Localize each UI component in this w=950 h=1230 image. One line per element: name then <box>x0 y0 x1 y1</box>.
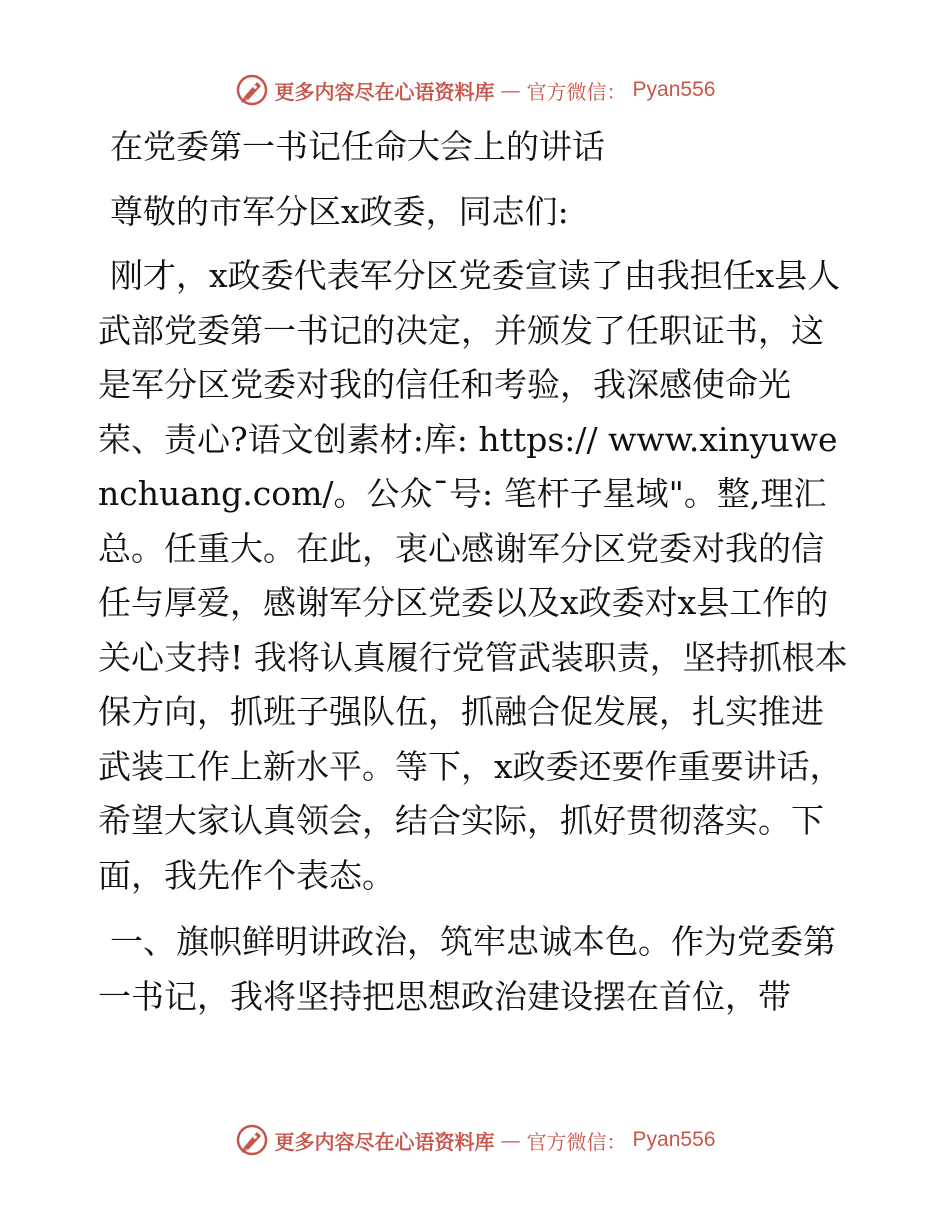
header-watermark-banner <box>0 70 950 110</box>
pen-nib-logo-icon <box>235 1123 269 1157</box>
banner-slogan: 更多内容尽在心语资料库 <box>274 79 495 104</box>
footer-watermark-banner <box>0 1120 950 1160</box>
banner-wechat-id: Pyan556 <box>632 1128 716 1151</box>
document-paragraph-1 <box>98 249 850 903</box>
document-title: 在党委第一书记任命大会上的讲话 <box>110 127 605 166</box>
paragraph-2-text: 一、旗帜鲜明讲政治，筑牢忠诚本色。作为党委第一书记，我将坚持把思想政治建设摆在首位，带 <box>98 922 836 1016</box>
banner-wechat-label: 官方微信： <box>526 79 627 104</box>
banner-dash: — <box>500 1128 521 1152</box>
document-body <box>98 120 850 1024</box>
paragraph-1-text: 刚才，x政委代表军分区党委宣读了由我担任x县人武部党委第一书记的决定，并颁发了任职证书，这是军分区党委对我的信任和考验，我深感使命光荣、责心?语文创素材:库: https:// www.xinyuwenchuang.com/。公众¯号: 笔杆子星域"。整,理汇总。任重大。在此，衷心感谢军分区党委对我的信任与厚爱，感谢军分区党委以及x政委对x县工作的关心支持! 我将认真履行党管武装职责，坚持抓根本保方向，抓班子强队伍，抓融合促发展，扎实推进武装工作上新水平。等下，x政委还要作重要讲话，希望大家认真领会，结合实际，抓好贯彻落实。下面，我先作个表态。 <box>98 256 848 895</box>
document-greeting: 尊敬的市军分区x政委，同志们: <box>110 191 569 231</box>
banner-wechat-label: 官方微信： <box>526 1129 627 1154</box>
document-paragraph-2 <box>98 915 850 1024</box>
banner-slogan: 更多内容尽在心语资料库 <box>274 1129 495 1154</box>
pen-nib-logo-icon <box>235 73 269 107</box>
banner-dash: — <box>500 78 521 102</box>
banner-wechat-id: Pyan556 <box>632 78 716 101</box>
